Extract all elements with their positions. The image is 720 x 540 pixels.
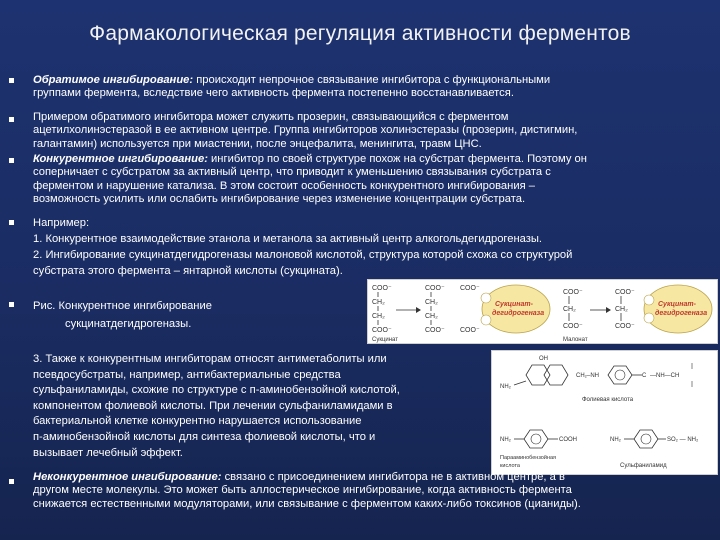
text-line: другом месте молекулы. Это может быть аллостерическое ингибирование, когда активность фермента xyxy=(33,484,572,497)
formula-text: CH₂ xyxy=(615,306,628,313)
figure-succinate-dehydrogenase xyxy=(367,279,718,344)
svg-text:—NH—CH: —NH—CH xyxy=(650,373,680,379)
label-paba: кислота xyxy=(500,463,520,469)
text-line: возможность усилить или ослабить ингибирование через изменение концентрации субстрата. xyxy=(33,193,526,206)
paragraph-competitive xyxy=(33,153,587,207)
bullet-marker xyxy=(9,117,14,122)
paragraph-noncompetitive xyxy=(33,471,581,511)
text-line: группами фермента, вследствие чего активность фермента постепенно восстанавливается. xyxy=(33,87,514,100)
paragraph-antimetabolites xyxy=(33,352,400,461)
text-line: снижается естественными модуляторами, или связывание с ферментом каких-либо токсинов (цианиды). xyxy=(33,497,581,510)
formula-text: SO₂ — NH₂ xyxy=(667,437,699,443)
text-line: ацетилхолинэстеразой в ее активном центре. Группа ингибиторов холинэстеразы (прозерин, дистигмин, xyxy=(33,124,578,137)
text-line: связано с присоединением ингибитора не в активном центре, а в xyxy=(221,471,565,483)
text-line: вызывает лечебный эффект. xyxy=(33,446,183,459)
paragraph-reversible xyxy=(33,74,550,101)
enzyme-blob xyxy=(644,285,712,333)
bullet-marker xyxy=(9,78,14,83)
label-succinate: Сукцинат xyxy=(372,337,399,343)
paragraph-examples xyxy=(33,215,572,279)
text-line: ингибитор по своей структуре похож на субстрат фермента. Поэтому он xyxy=(207,153,587,165)
label-paba: Парааминобензойная xyxy=(500,455,556,461)
bullet-marker xyxy=(9,158,14,163)
formula-text: COO⁻ xyxy=(615,323,635,330)
text-line: галантамин) используется при миастении, после энцефалита, менингита, травм ЦНС. xyxy=(33,137,482,150)
formula-text: COO⁻ xyxy=(372,327,392,334)
text-line: сульфаниламиды, схожие по структуре с п-аминобензойной кислотой, xyxy=(33,384,400,397)
text-line: 3. Также к конкурентным ингибиторам относят антиметаболиты или xyxy=(33,353,387,365)
label-malonate: Малонат xyxy=(563,337,588,343)
label-sulfanilamide: Сульфаниламид xyxy=(620,463,667,469)
formula-text: NH₂ xyxy=(610,437,621,443)
figure-folic-acid xyxy=(491,350,718,475)
enzyme-label: дегидрогеназа xyxy=(492,310,545,317)
text-line: 2. Ингибирование сукцинатдегидрогеназы малоновой кислотой, структура которой схожа со структурой xyxy=(33,249,573,261)
enzyme-label: Сукцинат- xyxy=(658,301,696,308)
formula-text: COO⁻ xyxy=(372,285,392,292)
term-reversible: Обратимое ингибирование: xyxy=(33,74,194,86)
figure-caption xyxy=(33,297,212,333)
text-line: бактериальной клетке конкурентно нарушается использование xyxy=(33,415,362,428)
text-line: компонентом фолиевой кислоты. При лечении сульфаниламидами в xyxy=(33,399,393,412)
text-line: происходит непрочное связывание ингибитора с функциональными xyxy=(193,74,551,86)
text-line: Например: xyxy=(33,217,90,229)
text-line: п-аминобензойной кислоты для синтеза фолиевой кислоты, что и xyxy=(33,430,376,443)
formula-text: NH₂ xyxy=(500,384,511,390)
formula-text: CH₂–NH xyxy=(576,373,599,379)
formula-text: COO⁻ xyxy=(615,289,635,296)
paragraph-example-proserin xyxy=(33,111,577,151)
text-line: ферментом и нарушение катализа. В этом состоит особенность конкурентного ингибирования – xyxy=(33,179,535,192)
bullet-marker xyxy=(9,302,14,307)
term-competitive: Конкурентное ингибирование: xyxy=(33,153,208,165)
formula-text: COO⁻ xyxy=(563,289,583,296)
formula-text: COOH xyxy=(559,437,577,443)
text-line: сукцинатдегидрогеназы. xyxy=(65,318,192,330)
folic-figure-drawing xyxy=(492,351,717,474)
formula-text: CH₂ xyxy=(425,299,438,306)
formula-text: OH xyxy=(539,356,548,362)
formula-text: COO⁻ xyxy=(460,327,480,334)
bullet-marker xyxy=(9,479,14,484)
formula-text: COO⁻ xyxy=(425,285,445,292)
formula-text: NH₂ xyxy=(500,437,511,443)
label-folic-acid: Фолиевая кислота xyxy=(582,397,634,403)
text-line: 1. Конкурентное взаимодействие этанола и метанола за активный центр алкогольдегидрогеназы. xyxy=(33,233,543,245)
text-line: псевдосубстраты, например, антибактериальные средства xyxy=(33,368,341,381)
formula-text: CH₂ xyxy=(563,306,576,313)
succinate-figure-drawing xyxy=(368,280,717,343)
enzyme-label: Сукцинат- xyxy=(495,301,533,308)
text-line: Примером обратимого ингибитора может служить прозерин, связывающийся с ферментом xyxy=(33,111,509,123)
term-noncompetitive: Неконкурентное ингибирование: xyxy=(33,471,222,483)
formula-text: COO⁻ xyxy=(563,323,583,330)
bullet-marker xyxy=(9,220,14,225)
text-line: соперничает с субстратом за активный центр, что приводит к уменьшению связывания субстрата с xyxy=(33,166,551,179)
enzyme-label: дегидрогеназа xyxy=(655,310,708,317)
formula-text: CH₂ xyxy=(372,299,385,306)
formula-text: CH₂ xyxy=(372,313,385,320)
enzyme-blob xyxy=(482,285,550,333)
formula-text: CH₂ xyxy=(425,313,438,320)
text-line: субстрата этого фермента – янтарной кислоты (сукцината). xyxy=(33,265,343,277)
svg-text:C: C xyxy=(642,373,647,379)
formula-text: COO⁻ xyxy=(460,285,480,292)
formula-text: COO⁻ xyxy=(425,327,445,334)
text-line: Рис. Конкурентное ингибирование xyxy=(33,300,212,312)
page-title: Фармакологическая регуляция активности ферментов xyxy=(89,22,631,45)
